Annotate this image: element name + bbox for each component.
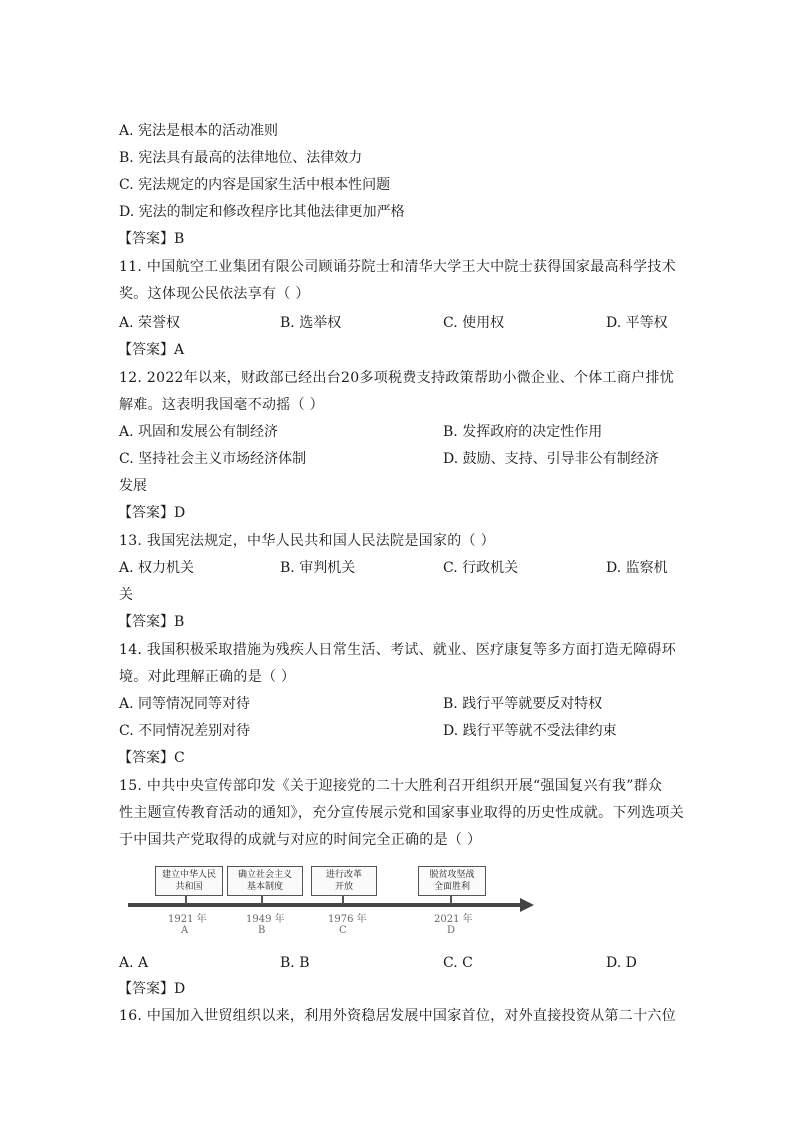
- q11-option-b: B. 选举权: [280, 315, 342, 331]
- q13-option-b: B. 审判机关: [280, 560, 356, 576]
- q11-option-a: A. 荣誉权: [119, 315, 181, 331]
- q15-option-b: B. B: [280, 955, 310, 971]
- q10-option-a: A. 宪法是根本的活动准则: [119, 123, 279, 139]
- q15-option-a: A. A: [119, 955, 149, 971]
- timeline-letter: D: [447, 925, 456, 936]
- q12-option-b: B. 发挥政府的决定性作用: [443, 424, 603, 440]
- q13-stem-line1: 13. 我国宪法规定，中华人民共和国人民法院是国家的（ ）: [119, 533, 495, 549]
- timeline-event-text: 确立社会主义: [237, 870, 292, 880]
- q11-stem-line2: 奖。这体现公民依法享有（ ）: [119, 286, 310, 302]
- timeline-letter: B: [258, 925, 266, 936]
- q15-answer: 【答案】D: [118, 981, 186, 997]
- timeline-year: 1976 年: [328, 914, 367, 925]
- q14-option-b: B. 践行平等就要反对特权: [443, 696, 603, 712]
- timeline-axis: [128, 903, 523, 907]
- q13-option-a: A. 权力机关: [119, 560, 195, 576]
- q15-stem-line1: 15. 中共中央宣传部印发《关于迎接党的二十大胜利召开组织开展“强国复兴有我”群众: [119, 778, 663, 794]
- timeline-event-text: 开放: [334, 882, 353, 892]
- q15-stem-line2: 性主题宣传教育活动的通知》，充分宣传展示党和国家事业取得的历史性成就。下列选项关: [119, 805, 684, 821]
- q12-answer: 【答案】D: [118, 505, 186, 521]
- q11-stem-line1: 11. 中国航空工业集团有限公司顾诵芬院士和清华大学王大中院士获得国家最高科学技术: [119, 259, 677, 275]
- timeline-event-box: [311, 866, 377, 896]
- q11-option-c: C. 使用权: [443, 315, 505, 331]
- q16-stem-line1: 16. 中国加入世贸组织以来，利用外资稳居发展中国家首位，对外直接投资从第二十六位: [119, 1008, 677, 1024]
- timeline-letter: A: [181, 925, 189, 936]
- timeline-event-text: 基本制度: [246, 882, 283, 892]
- history-timeline-figure: [128, 858, 548, 950]
- q11-option-d: D. 平等权: [606, 315, 668, 331]
- q15-option-c: C. C: [443, 955, 473, 971]
- q13-option-d-continued: 关: [119, 587, 133, 603]
- q14-answer: 【答案】C: [118, 750, 185, 766]
- q15-stem-line3: 于中国共产党取得的成就与对应的时间完全正确的是（ ）: [119, 832, 482, 848]
- timeline-event-box: [227, 866, 303, 896]
- q11-answer: 【答案】A: [118, 342, 185, 358]
- timeline-event-text: 脱贫攻坚战: [429, 870, 475, 880]
- q12-option-d-continued: 发展: [119, 478, 147, 494]
- q10-option-c: C. 宪法规定的内容是国家生活中根本性问题: [119, 177, 391, 193]
- timeline-tick: [185, 896, 187, 904]
- timeline-arrowhead: [520, 898, 534, 912]
- q14-option-d: D. 践行平等就不受法律约束: [443, 723, 617, 739]
- q14-option-c: C. 不同情况差别对待: [119, 723, 251, 739]
- q13-answer: 【答案】B: [118, 614, 185, 630]
- q10-answer: 【答案】B: [118, 231, 185, 247]
- q14-stem-line2: 境。对此理解正确的是（ ）: [119, 669, 296, 685]
- q12-option-a: A. 巩固和发展公有制经济: [119, 424, 279, 440]
- q15-option-d: D. D: [606, 955, 637, 971]
- timeline-event-box: [155, 866, 223, 896]
- timeline-letter: C: [339, 925, 347, 936]
- timeline-event-box: [418, 866, 486, 896]
- timeline-event-text: 建立中华人民: [161, 870, 216, 880]
- q14-stem-line1: 14. 我国积极采取措施为残疾人日常生活、考试、就业、医疗康复等多方面打造无障碍环: [119, 642, 677, 658]
- q10-option-b: B. 宪法具有最高的法律地位、法律效力: [119, 150, 363, 166]
- q12-option-d: D. 鼓励、支持、引导非公有制经济: [443, 451, 659, 467]
- timeline-year: 1921 年: [168, 914, 207, 925]
- q10-option-d: D. 宪法的制定和修改程序比其他法律更加严格: [119, 204, 405, 220]
- q13-option-d: D. 监察机: [606, 560, 668, 576]
- timeline-year: 1949 年: [246, 914, 285, 925]
- timeline-event-text: 进行改革: [325, 870, 362, 880]
- q13-option-c: C. 行政机关: [443, 560, 519, 576]
- timeline-tick: [450, 896, 452, 904]
- q12-stem-line1: 12. 2022年以来，财政部已经出台20多项税费支持政策帮助小微企业、个体工商户排忧: [119, 370, 675, 386]
- timeline-year: 2021 年: [434, 914, 473, 925]
- timeline-event-text: 共和国: [175, 882, 203, 892]
- q14-option-a: A. 同等情况同等对待: [119, 696, 251, 712]
- q12-stem-line2: 解难。这表明我国毫不动摇（ ）: [119, 397, 324, 413]
- q12-option-c: C. 坚持社会主义市场经济体制: [119, 451, 307, 467]
- timeline-tick: [342, 896, 344, 904]
- timeline-tick: [261, 896, 263, 904]
- timeline-event-text: 全面胜利: [433, 882, 470, 892]
